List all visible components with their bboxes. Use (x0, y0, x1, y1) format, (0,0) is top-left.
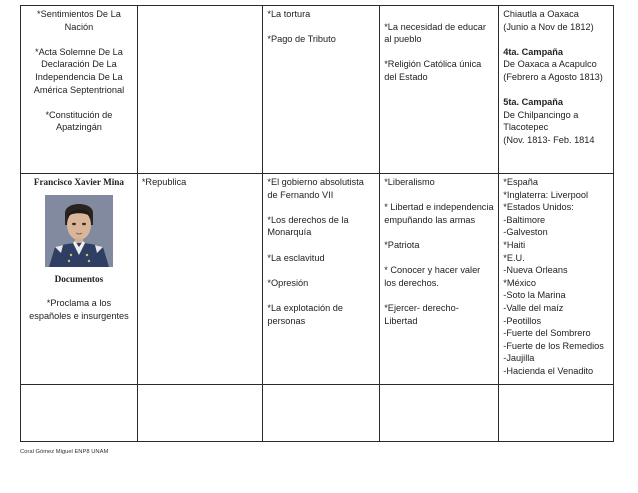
table-row (21, 174, 614, 385)
document-item: *Sentimientos De La Nación (37, 9, 121, 32)
history-table (20, 5, 614, 442)
place-item: -Valle del maíz (503, 302, 564, 313)
cell-empty (263, 385, 380, 442)
place-item: *Estados Unidos: (503, 202, 574, 213)
cell-opposes-mina (263, 174, 380, 385)
place-item: *Haiti (503, 239, 526, 250)
cell-documents-morelos (21, 6, 138, 174)
ideal-item: *Patriota (384, 239, 420, 250)
opposes-item: *Opresión (267, 277, 309, 288)
documents-heading: Documentos (54, 273, 104, 284)
campaign-line: De Oaxaca a Acapulco (503, 59, 597, 70)
place-item: -Jaujilla (503, 353, 535, 364)
ideal-item: *La necesidad de educar al pueblo (384, 21, 486, 45)
cell-empty (21, 385, 138, 442)
ideal-item: *Liberalismo (384, 177, 435, 187)
place-item: -Galveston (503, 227, 548, 238)
table-row (21, 385, 614, 442)
cell-opposes-morelos (263, 6, 380, 174)
place-item: -Baltimore (503, 214, 546, 225)
cell-empty (137, 6, 263, 174)
place-item: *España (503, 177, 539, 187)
cell-empty (137, 385, 263, 442)
cell-ideals-mina (380, 174, 499, 385)
opposes-item: *La esclavitud (267, 252, 325, 263)
place-item: -Fuerte del Sombrero (503, 328, 591, 339)
place-item: -Fuerte de los Remedios (503, 340, 604, 351)
campaign-line: (Junio a Nov de 1812) (503, 21, 594, 32)
place-item: -Soto la Marina (503, 290, 566, 301)
ideal-item: * Libertad e independencia empuñando las armas (384, 202, 494, 225)
campaign-title: 4ta. Campaña (503, 46, 564, 57)
cell-campaigns-mina (499, 174, 614, 385)
cell-campaigns-morelos (499, 6, 614, 174)
place-item: -Nueva Orleans (503, 265, 568, 276)
ideal-item: *Religión Católica única del Estado (384, 59, 482, 82)
opposes-item: *Pago de Tributo (267, 34, 336, 45)
cell-empty (499, 385, 614, 442)
ideal-item: *Ejercer- derecho- Libertad (384, 302, 459, 326)
opposes-item: *La tortura (267, 9, 311, 19)
campaign-line: Chiautla a Oaxaca (503, 9, 579, 19)
place-item: *Inglaterra: Liverpool (503, 189, 589, 200)
page-footer: Coral Gómez Miguel ENP8 UNAM (20, 449, 109, 455)
place-item: -Peotillos (503, 315, 542, 326)
table-row (21, 6, 614, 174)
opposes-item: *El gobierno absolutista de Fernando VII (267, 177, 364, 200)
cell-ideals-morelos (380, 6, 499, 174)
place-item: *E.U. (503, 252, 525, 263)
campaign-line: (Febrero a Agosto 1813) (503, 71, 603, 82)
government-item: *Republica (141, 177, 187, 187)
cell-mina-profile (21, 174, 138, 385)
campaign-title: 5ta. Campaña (503, 97, 564, 108)
ideal-item: * Conocer y hacer valer los derechos. (384, 265, 481, 288)
opposes-item: *La explotación de personas (267, 302, 343, 326)
document-item: *Proclama a los españoles e insurgentes (29, 298, 129, 321)
portrait-image (45, 195, 113, 267)
place-item: *México (503, 277, 536, 288)
cell-empty (380, 385, 499, 442)
campaign-line: (Nov. 1813- Feb. 1814 (503, 134, 595, 145)
document-item: *Constitución de Apatzingán (45, 109, 113, 133)
document-item: *Acta Solemne De La Declaración De La Independencia De La América Septentrional (33, 46, 125, 95)
cell-government-form (137, 174, 263, 385)
opposes-item: *Los derechos de la Monarquía (267, 214, 349, 238)
person-name: Francisco Xavier Mina (33, 177, 125, 187)
campaign-line: De Chilpancingo a Tlacotepec (503, 109, 579, 133)
place-item: -Hacienda el Venadito (503, 365, 594, 376)
